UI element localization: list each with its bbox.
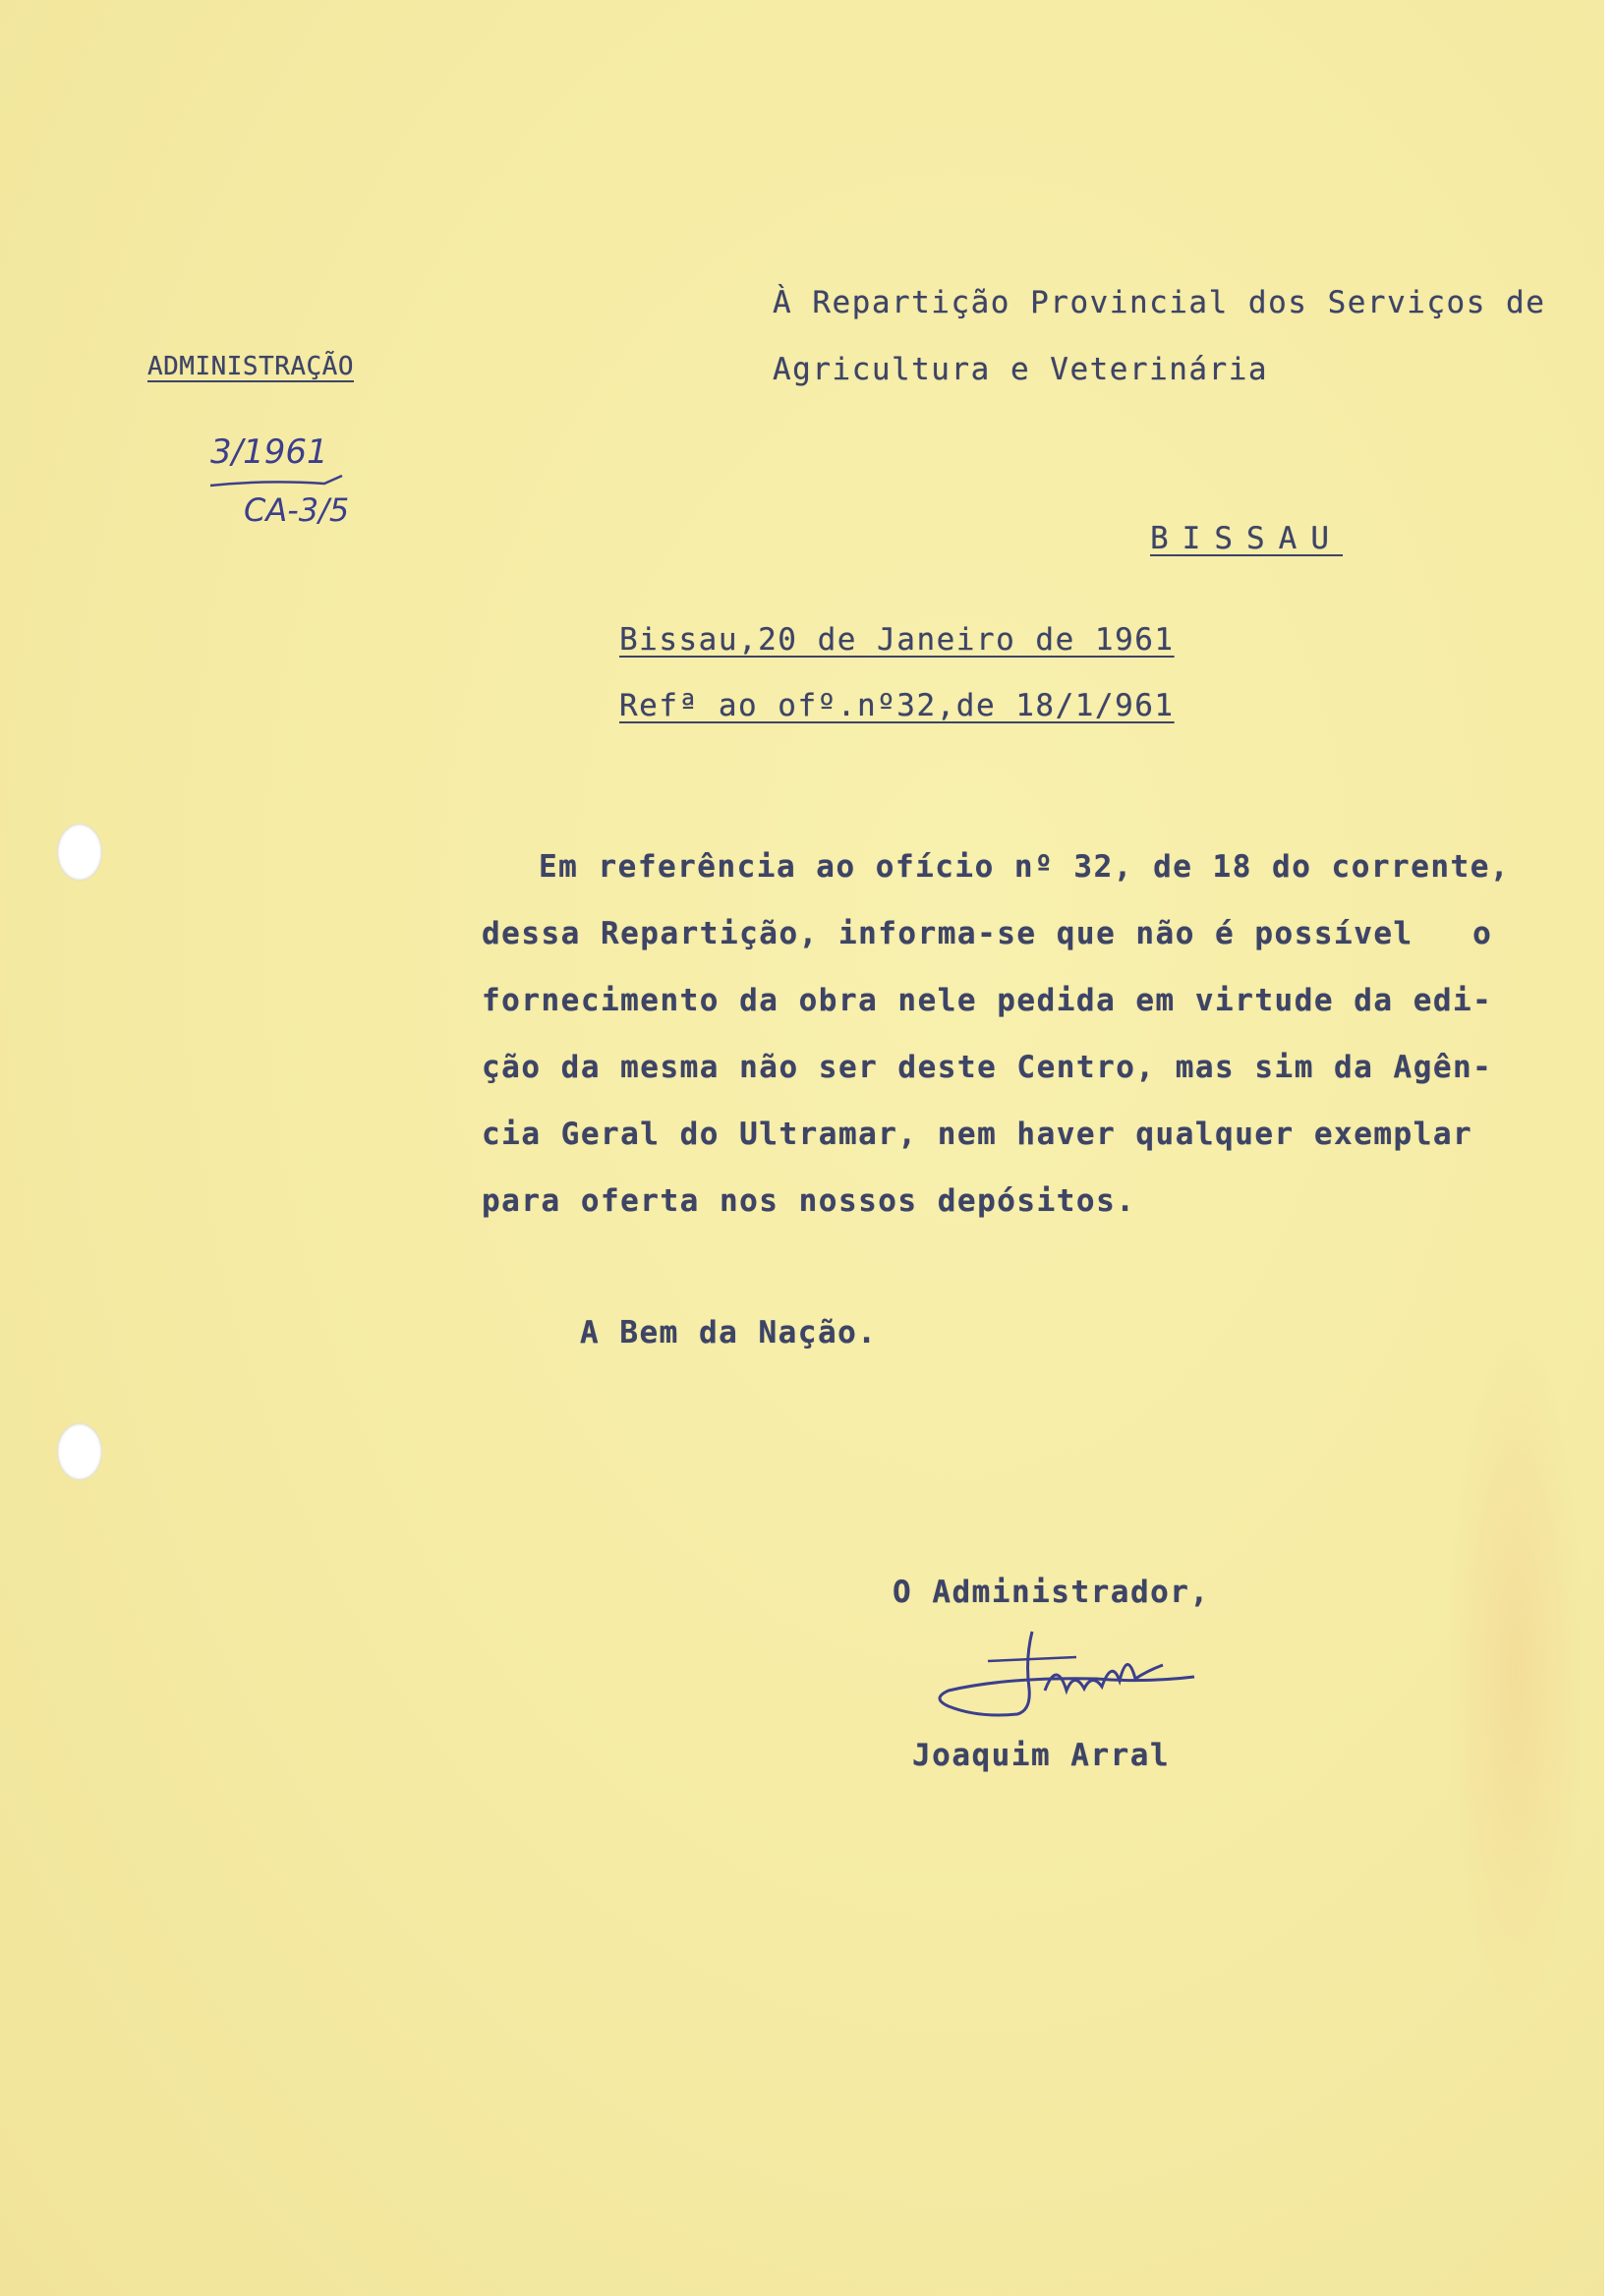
body-line-6: para oferta nos nossos depósitos. <box>482 1183 1136 1219</box>
signatory-name: Joaquim Arral <box>912 1738 1171 1773</box>
letter-reference: Refª ao ofº.nº32,de 18/1/961 <box>619 688 1175 723</box>
letter-date: Bissau,20 de Janeiro de 1961 <box>619 622 1175 658</box>
body-line-5: cia Geral do Ultramar, nem haver qualquer exemplar <box>482 1117 1473 1152</box>
punch-hole-top <box>57 824 102 881</box>
handwritten-ref-number: 3/1961 <box>210 432 328 472</box>
sender-office: ADMINISTRAÇÃO <box>147 352 354 381</box>
paper-stain <box>1447 1327 1585 2015</box>
signatory-title: O Administrador, <box>893 1575 1210 1610</box>
handwritten-signature <box>919 1620 1214 1728</box>
body-line-1: Em referência ao ofício nº 32, de 18 do corrente, <box>539 849 1511 885</box>
body-line-3: fornecimento da obra nele pedida em virtude da edi- <box>482 983 1493 1018</box>
closing-salutation: A Bem da Nação. <box>580 1315 878 1350</box>
body-line-2: dessa Repartição, informa-se que não é possível o <box>482 916 1493 951</box>
handwritten-ref-code: CA-3/5 <box>244 491 350 529</box>
addressee-line-2: Agricultura e Veterinária <box>773 352 1269 387</box>
punch-hole-bottom <box>57 1423 102 1480</box>
addressee-line-1: À Repartição Provincial dos Serviços de <box>773 285 1546 320</box>
body-line-4: ção da mesma não ser deste Centro, mas sim da Agên- <box>482 1050 1493 1085</box>
addressee-city: BISSAU <box>1150 521 1343 556</box>
scan-margin <box>1604 0 1615 2296</box>
